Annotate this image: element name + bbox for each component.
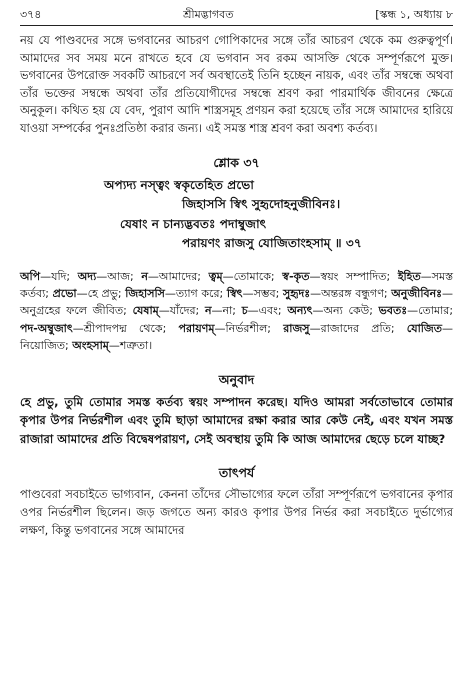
synonym-item [125,287,223,300]
synonym-item [227,287,280,300]
synonym-meaning: —তোমাকে; [222,269,275,283]
synonym-item [20,322,166,335]
synonym-word: যেষাম্ [132,304,159,318]
synonym-meaning: —অন্তরঙ্গ বন্ধুগণ; [310,286,388,300]
synonym-item [379,304,453,317]
synonym-meaning: —আমাদের; [147,269,201,283]
synonym-meaning: —না; [211,304,237,318]
intro-paragraph: নয় যে পাণ্ডবদের সঙ্গে ভগবানের আচরণ গোপিকাদের সঙ্গে তাঁর আচরণ থেকে কম গুরুত্বপূর্ণ। আমাদের সব সময় মনে রাখতে হবে যে ভগবান সব রকম আসক্তি থেকে সম্পূর্ণরূপে মুক্ত। ভগবানের উপরোক্ত সবকটি আচরণে সর্ব অবস্থাতেই তিনি হচ্ছেন নায়ক, এবং তাঁর সম্বন্ধে অথবা তাঁর ভক্তের সম্বন্ধে অথবা তাঁর প্রতিযোগীদের সম্বন্ধে শ্রবণ করা পারমার্থিক জীবনের ক্ষেত্রে অনুকূল। কথিত হয় যে বেদ, পুরাণ আদি শাস্ত্রসমূহ প্রণয়ন করা হয়েছে তাঁর সঙ্গে আমাদের হারিয়ে যাওয়া সম্পর্কের পুনঃপ্রতিষ্ঠা করার জন্য। এই সমস্ত শাস্ত্র শ্রবণ করা অবশ্য কর্তব্য। [20,33,453,135]
synonym-item [283,322,394,335]
synonym-word: প্রভো [52,286,77,300]
synonym-word: ত্বম্ [208,269,223,283]
synonym-word: ভবতঃ [378,304,408,318]
synonym-item [209,270,275,283]
synonym-word: যোজিত [406,321,443,335]
synonym-item [179,322,271,335]
synonym-item [242,304,282,317]
synonym-meaning: —নিয়োজিত; [20,321,454,353]
chapter-reference: [স্কন্ধ ১, অধ্যায় ৮ [375,8,453,21]
page-number: ৩৭৪ [20,8,42,21]
synonym-word: চ [241,304,248,318]
synonyms-block [20,268,453,355]
synonym-meaning: —যদি; [40,269,71,283]
synonym-meaning: —হে প্রভু; [76,286,122,300]
book-title: শ্রীমদ্ভাগবত [183,8,234,21]
synonym-meaning: —নির্ভরশীল; [214,321,272,335]
synonym-item [72,339,152,352]
purport-title: তাৎপর্য [218,465,255,481]
synonym-word: সুহৃদঃ [283,286,311,300]
verse-line: যেষাং ন চান্যদ্ভবতঃ পদাম্বুজাৎ [120,216,267,231]
verse-line: অপ্যদ্য নস্ত্বং স্বকৃতেহিত প্রভো [104,177,254,192]
synonym-item [20,270,70,283]
synonym-meaning: —শত্রুতা। [108,339,153,353]
synonym-word: অন্যৎ [287,304,313,318]
synonym-meaning: —ত্যাগ করে; [164,286,224,300]
synonym-item [287,304,373,317]
synonym-word: অনুজীবিনঃ [391,286,443,300]
synonym-word: পরায়ণম্ [178,321,215,335]
synonym-meaning: —শ্রীপাদপদ্ম থেকে; [72,321,167,335]
synonym-word: ইহিত [397,269,421,283]
synonym-word: অংহসাম্ [72,339,109,353]
synonym-item [53,287,122,300]
synonym-item [205,304,236,317]
verse-line: জিহাসসি স্বিৎ সুহৃদোহনুজীবিনঃ। [182,197,341,212]
page-header [20,8,453,26]
synonym-word: অপি [20,269,41,283]
translation-text: হে প্রভু, তুমি তোমার সমস্ত কর্তব্য স্বয়ং সম্পাদন করেছ। যদিও আমরা সর্বতোভাবে তোমার কৃপার উপর নির্ভরশীল এবং তুমি ছাড়া আমাদের রক্ষা করার আর কেউ নেই, এবং যখন সমস্ত রাজারা আমাদের প্রতি বিদ্বেষপরায়ণ, সেই অবস্থায় তুমি কি আজ আমাদের ছেড়ে চলে যাচ্ছ? [20,394,453,446]
verse-block [20,176,453,254]
synonym-word: অদ্য [77,269,97,283]
synonym-word: ন [204,304,212,318]
synonym-meaning: —রাজাদের প্রতি; [309,321,395,335]
synonym-word: স্ব-কৃত [282,269,310,283]
synonym-meaning: —অন্য কেউ; [312,304,373,318]
synonym-word: ন [141,269,148,283]
synonym-word: পদ-অম্বুজাৎ [20,321,73,335]
synonym-meaning: —আজ; [96,269,134,283]
synonym-meaning: —সম্ভব; [242,286,280,300]
translation-title: অনুবাদ [218,371,255,387]
synonym-word: স্বিৎ [226,286,243,300]
synonym-meaning: —যাঁদের; [158,304,200,318]
synonym-meaning: —অনুগ্রহের ফলে জীবিত; [20,286,454,318]
synonym-word: রাজসু [283,321,310,335]
synonym-item [133,304,200,317]
synonym-meaning: —তোমার; [407,304,454,318]
synonym-item [282,270,390,283]
purport-text: পাণ্ডবেরা সবচাইতে ভাগ্যবান, কেননা তাঁদের সৌভাগ্যের ফলে তাঁরা সম্পূর্ণরূপে ভগবানের কৃপার ওপর নির্ভরশীল ছিলেন। জড় জগতে অন্য কারও কৃপার উপর নির্ভর করা সবচাইতে দুর্ভাগ্যের লক্ষণ, কিন্তু ভগবানের সঙ্গে আমাদের [20,487,453,537]
synonym-word: জিহাসসি [125,286,165,300]
synonym-meaning: —স্বয়ং সম্পাদিত; [309,269,391,283]
synonym-item [141,270,201,283]
synonym-meaning: —এবং; [247,304,282,318]
synonym-item [283,287,388,300]
verse-title: শ্লোক ৩৭ [213,154,260,170]
synonym-meaning: —সমস্ত কর্তব্য; [20,269,454,300]
synonym-item [78,270,134,283]
verse-line: পরায়ণং রাজসু যোজিতাংহসাম্ ॥ ৩৭ [182,236,362,251]
